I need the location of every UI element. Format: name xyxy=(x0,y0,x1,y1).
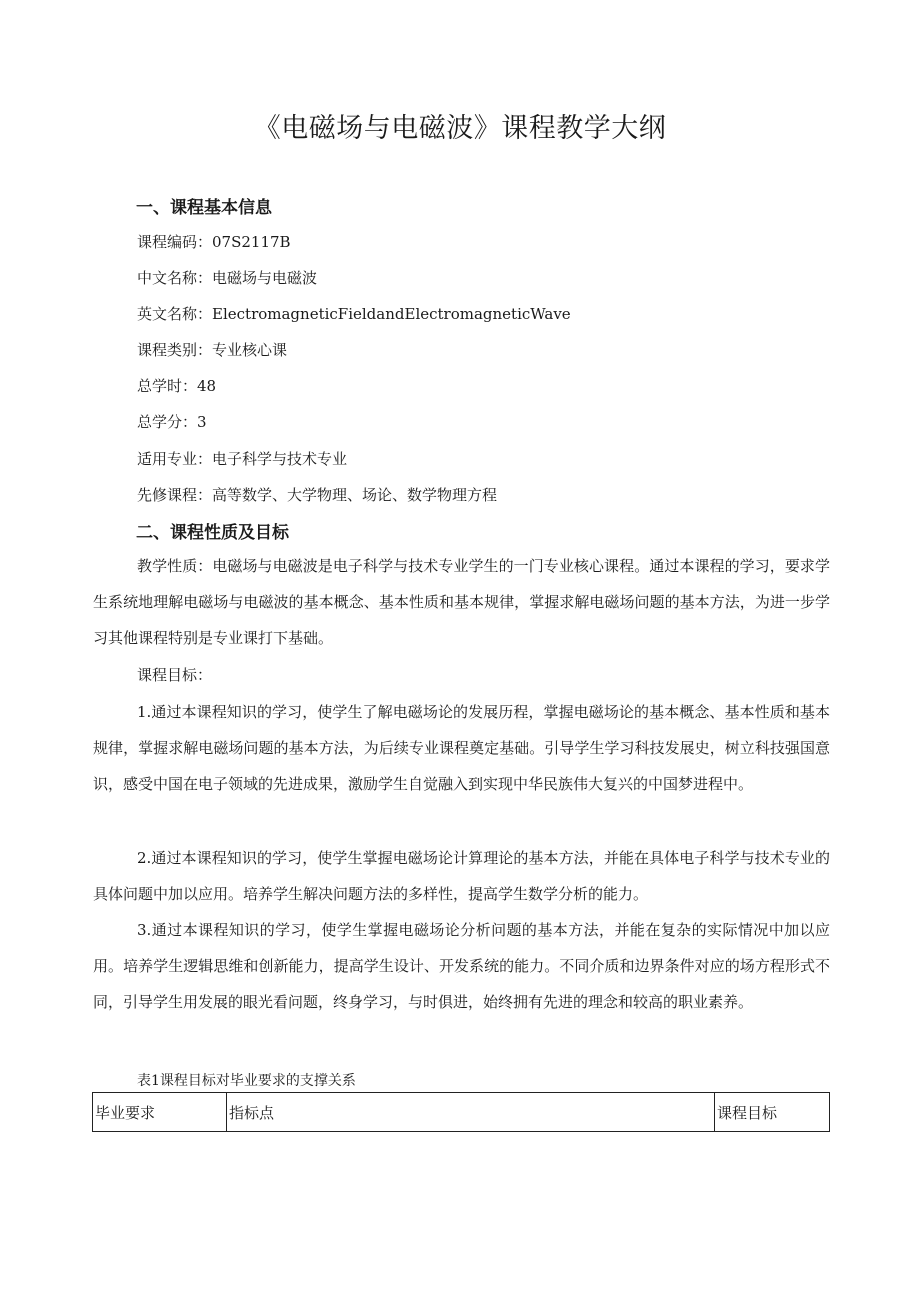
info-value: 电子科学与技术专业 xyxy=(212,450,348,468)
course-goal-3: 3.通过本课程知识的学习，使学生掌握电磁场论分析问题的基本方法，并能在复杂的实际情况中加以应用。培养学生逻辑思维和创新能力，提高学生设计、开发系统的能力。不同介质和边界条件对应的场方程形式不同，引导学生用发展的眼光看问题，终身学习，与时俱进，始终拥有先进的理念和较高的职业素养。 xyxy=(93,921,830,1011)
info-course-category xyxy=(137,339,287,360)
info-label: 课程类别： xyxy=(137,341,213,359)
table-header-row xyxy=(93,1093,830,1132)
table-header-indicator: 指标点 xyxy=(227,1093,715,1132)
info-value: 07S2117B xyxy=(212,233,291,251)
info-total-credits xyxy=(137,411,207,432)
info-course-code xyxy=(137,231,291,252)
course-nature-paragraph: 教学性质：电磁场与电磁波是电子科学与技术专业学生的一门专业核心课程。通过本课程的学习，要求学生系统地理解电磁场与电磁波的基本概念、基本性质和基本规律，掌握求解电磁场问题的基本方法，为进一步学习其他课程特别是专业课打下基础。 xyxy=(93,557,830,647)
info-label: 中文名称： xyxy=(137,269,213,287)
info-total-hours xyxy=(137,375,216,396)
info-label: 先修课程： xyxy=(137,486,213,504)
info-prerequisites xyxy=(137,484,497,505)
table-header-course-goal: 课程目标 xyxy=(715,1093,830,1132)
info-label: 英文名称： xyxy=(137,305,213,323)
support-relation-table xyxy=(92,1092,830,1132)
document-title: 《电磁场与电磁波》课程教学大纲 xyxy=(253,113,667,144)
info-label: 适用专业： xyxy=(137,450,213,468)
info-chinese-name xyxy=(137,267,317,288)
info-value: 电磁场与电磁波 xyxy=(212,269,318,287)
info-value: 3 xyxy=(197,413,207,431)
info-value: 48 xyxy=(197,377,217,395)
info-value: 专业核心课 xyxy=(212,341,288,359)
info-label: 课程编码： xyxy=(137,233,213,251)
info-applicable-major xyxy=(137,448,347,469)
info-value: 高等数学、大学物理、场论、数学物理方程 xyxy=(212,486,498,504)
info-label: 总学分： xyxy=(137,413,198,431)
info-english-name xyxy=(137,303,571,324)
course-goal-1: 1.通过本课程知识的学习，使学生了解电磁场论的发展历程，掌握电磁场论的基本概念、基本性质和基本规律，掌握求解电磁场问题的基本方法，为后续专业课程奠定基础。引导学生学习科技发展史，树立科技强国意识，感受中国在电子领域的先进成果，激励学生自觉融入到实现中华民族伟大复兴的中国梦进程中。 xyxy=(93,703,830,793)
table-header-graduation-requirement: 毕业要求 xyxy=(93,1093,227,1132)
section-heading-nature-goals: 二、课程性质及目标 xyxy=(136,523,289,543)
course-goals-label: 课程目标： xyxy=(137,666,213,684)
course-goal-2: 2.通过本课程知识的学习，使学生掌握电磁场论计算理论的基本方法，并能在具体电子科学与技术专业的具体问题中加以应用。培养学生解决问题方法的多样性，提高学生数学分析的能力。 xyxy=(93,849,830,903)
table-caption: 表1课程目标对毕业要求的支撑关系 xyxy=(137,1073,356,1089)
section-heading-basic-info: 一、课程基本信息 xyxy=(136,198,272,218)
info-value: ElectromagneticFieldandElectromagneticWave xyxy=(212,305,571,323)
info-label: 总学时： xyxy=(137,377,198,395)
